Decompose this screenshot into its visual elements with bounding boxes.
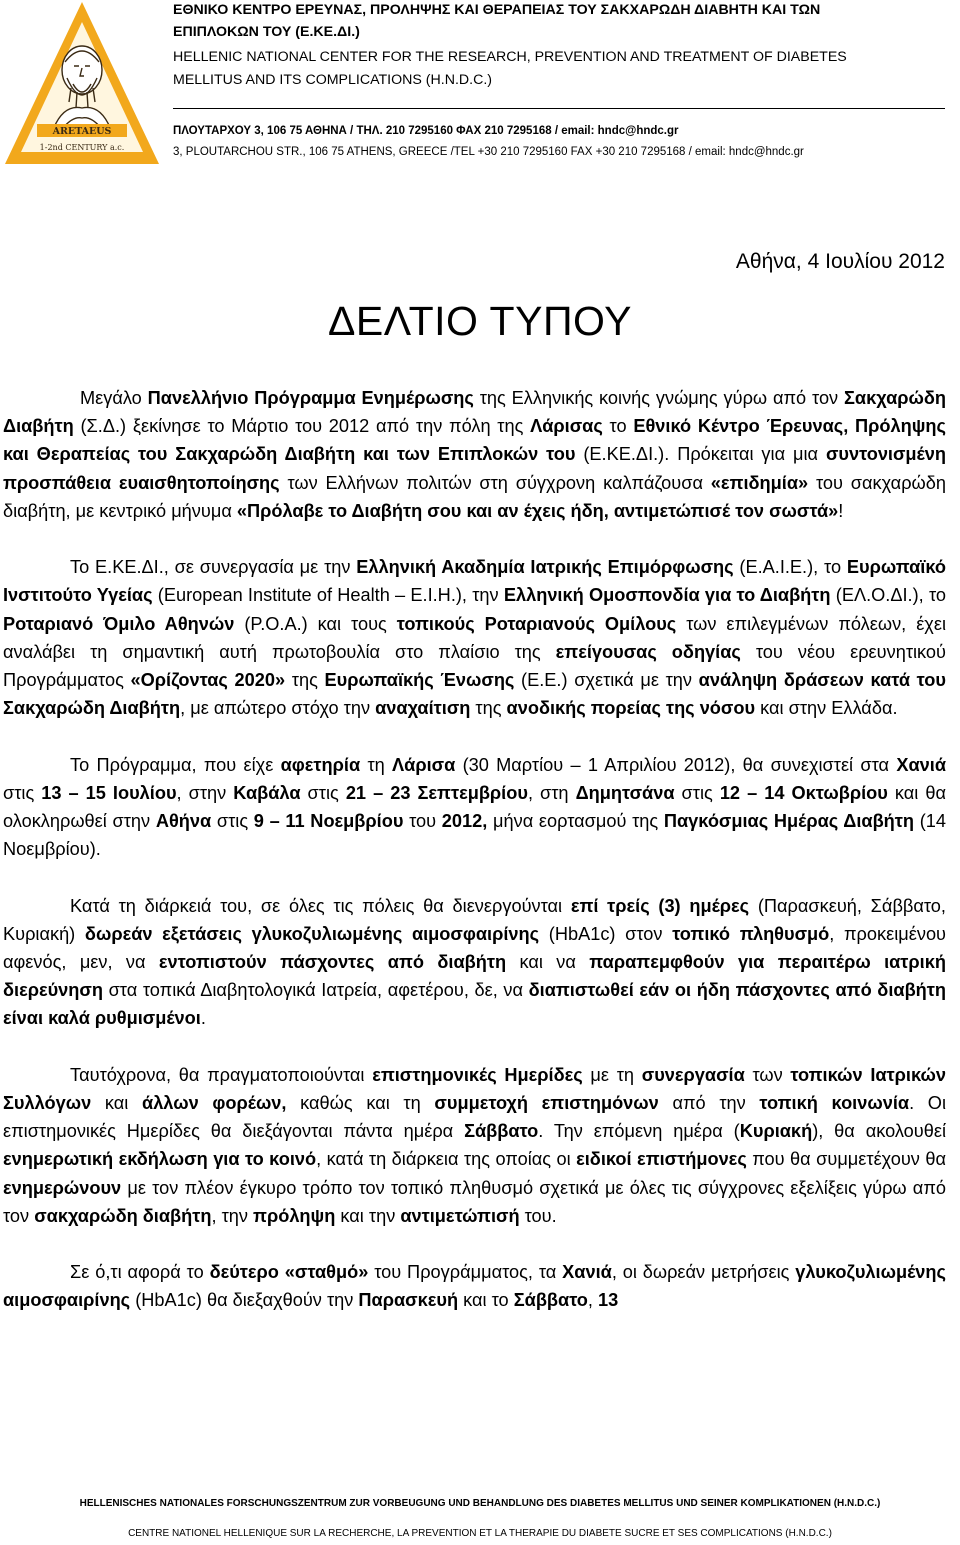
text: και στην Ελλάδα. [755, 698, 898, 719]
text: του. [519, 1205, 557, 1226]
logo-name: ARETAEUS [52, 126, 112, 137]
text: της [470, 698, 507, 719]
english-contact: 3, PLOUTARCHOU STR., 106 75 ATHENS, GREECE /TEL +30 210 7295160 FAX +30 210 7295168 / email: hndc@hndc.gr [173, 146, 804, 158]
text: ! [838, 500, 844, 521]
text: (Ε.ΚΕ.ΔΙ.). Πρόκειται για μια [575, 444, 826, 465]
text: , στην [176, 782, 234, 803]
logo-century: 1-2nd CENTURY a.c. [39, 143, 125, 152]
text: (Παρασκευή, Σάββατο, Κυριακή) [3, 895, 946, 944]
bold-text: δωρεάν εξετάσεις γλυκοζυλιωμένης αιμοσφαιρίνης [84, 923, 540, 944]
text: , κατά τη διάρκεια της οποίας οι [316, 1149, 577, 1170]
text: το [602, 416, 634, 437]
page-title: ΔΕΛΤΙΟ ΤΥΠΟΥ [328, 298, 632, 344]
text: της Ελληνικής κοινής γνώμης γύρω από τον [473, 388, 845, 408]
text: (HbA1c) θα διεξαχθούν την [130, 1290, 359, 1311]
bold-text: Λάρισας [530, 416, 603, 437]
paragraph [3, 1061, 946, 1230]
bold-text: τοπικούς Ροταριανούς Ομίλους [396, 613, 677, 634]
text: (European Institute of Health – E.I.H.), την [152, 585, 504, 606]
text: (ΕΛ.Ο.ΔΙ.), το [830, 585, 946, 606]
text: και θα ολοκληρωθεί στην [3, 782, 946, 832]
bold-text: 12 – 14 Οκτωβρίου [719, 782, 888, 803]
text: Μεγάλο [80, 388, 148, 408]
bold-text: Σάββατο [513, 1290, 588, 1311]
bold-text: Κυριακή [739, 1121, 813, 1142]
text: (14 Νοεμβρίου). [3, 811, 946, 860]
text: . Την επόμενη ημέρα ( [538, 1121, 740, 1142]
text: (Σ.Δ.) ξεκίνησε το Μάρτιο του 2012 από την πόλη της [73, 416, 531, 437]
text: ), θα ακολουθεί [812, 1121, 946, 1142]
aretaeus-logo [3, 0, 161, 166]
text: των [744, 1064, 791, 1085]
text: των επιλεγμένων πόλεων, έχει αναλάβει τη σημαντική αυτή πρωτοβουλία στο πλαίσιο της [3, 613, 947, 662]
text: . Οι επιστημονικές Ημερίδες θα διεξάγονται πάντα ημέρα [3, 1093, 946, 1142]
bold-text: Χανιά [896, 754, 947, 775]
text: (HbA1c) στον [539, 923, 673, 944]
bold-text: δεύτερο «σταθμό» [209, 1262, 369, 1283]
text: του [403, 811, 442, 832]
text: με τον πλέον έγκυρο τρόπο τον τοπικό πληθυσμό σχετικά με όλες τις σύγχρονες εξελίξεις γύρω από τον [3, 1177, 946, 1226]
bold-text: Ευρωπαϊκής Ένωσης [324, 670, 515, 691]
text: Ταυτόχρονα, θα πραγματοποιούνται [70, 1064, 373, 1085]
bold-text: επείγουσας οδηγίας [555, 641, 741, 662]
bold-text: 2012, [441, 811, 488, 832]
bold-text: «επιδημία» [710, 472, 809, 493]
text: τη [360, 754, 393, 775]
text: , στη [527, 782, 576, 803]
text: από την [658, 1093, 760, 1114]
english-name-line2: MELLITUS AND ITS COMPLICATIONS (H.N.D.C.) [173, 72, 492, 88]
text: του νέου ερευνητικού Προγράμματος [3, 641, 946, 691]
bold-text: αντιμετώπισή [400, 1205, 520, 1226]
paragraph [3, 892, 946, 1033]
bold-text: συντονισμένη προσπάθεια ευαισθητοποίησης [3, 444, 946, 493]
header-rule [173, 108, 945, 109]
text: Σε ό,τι αφορά το [70, 1262, 210, 1283]
bold-text: ανοδικής πορείας της νόσου [506, 698, 756, 719]
text: στις [300, 782, 346, 803]
bold-text: αναχαίτιση [375, 698, 471, 719]
text: και την [335, 1205, 401, 1226]
bold-text: τοπική κοινωνία [759, 1093, 910, 1114]
text: που θα συμμετέχουν θα [746, 1149, 946, 1170]
greek-name-line1: ΕΘΝΙΚΟ ΚΕΝΤΡΟ ΕΡΕΥΝΑΣ, ΠΡΟΛΗΨΗΣ ΚΑΙ ΘΕΡΑΠΕΙΑΣ ΤΟΥ ΣΑΚΧΑΡΩΔΗ ΔΙΑΒΗΤΗ ΚΑΙ ΤΩΝ [173, 2, 821, 18]
greek-name-line2: ΕΠΙΠΛΟΚΩΝ ΤΟΥ (Ε.ΚΕ.ΔΙ.) [173, 24, 360, 40]
bold-text: τοπικό πληθυσμό [672, 923, 830, 944]
greek-contact: ΠΛΟΥΤΑΡΧΟΥ 3, 106 75 ΑΘΗΝΑ / ΤΗΛ. 210 7295160 ΦΑΧ 210 7295168 / email: hndc@hndc.gr [173, 125, 679, 137]
text: στις [674, 782, 720, 803]
text: του Προγράμματος, τα [368, 1262, 563, 1283]
text: μήνα εορτασμού της [487, 811, 664, 832]
paragraph [3, 553, 946, 722]
text: καθώς και τη [286, 1093, 435, 1114]
text: Το Ε.ΚΕ.ΔΙ., σε συνεργασία με την [70, 557, 357, 578]
text: (30 Μαρτίου – 1 Απριλίου 2012), θα συνεχιστεί στα [455, 754, 897, 775]
press-release-body [3, 384, 946, 1343]
text: . [200, 1008, 206, 1029]
text: (Ε.Α.Ι.Ε.), το [733, 557, 847, 578]
paragraph [3, 1258, 946, 1314]
bold-text: 21 – 23 Σεπτεμβρίου [345, 782, 528, 803]
bold-text: διαπιστωθεί εάν οι ήδη πάσχοντες από διαβήτη είναι καλά ρυθμισμένοι [3, 980, 947, 1029]
bold-text: Παρασκευή [358, 1290, 459, 1311]
text: , [587, 1290, 599, 1311]
text: και [91, 1093, 143, 1114]
bold-text: 13 – 15 Ιουλίου [41, 782, 177, 803]
bold-text: Ελληνική Ομοσπονδία για το Διαβήτη [503, 585, 831, 606]
bold-text: Πανελλήνιο Πρόγραμμα Ενημέρωσης [147, 388, 474, 408]
english-name-line1: HELLENIC NATIONAL CENTER FOR THE RESEARCH, PREVENTION AND TREATMENT OF DIABETES [173, 49, 847, 65]
text: με τη [582, 1064, 642, 1085]
bold-text: επιστημονικές Ημερίδες [372, 1064, 583, 1085]
footer-german: HELLENISCHES NATIONALES FORSCHUNGSZENTRUM ZUR VORBEUGUNG UND BEHANDLUNG DES DIABETES MELLITUS UND SEINER KOMPLIKATIONEN (H.N.D.C.) [79, 1498, 881, 1509]
text: στα τοπικά Διαβητολογικά Ιατρεία, αφετέρου, δε, να [102, 980, 529, 1001]
bold-text: Ελληνική Ακαδημία Ιατρικής Επιμόρφωσης [356, 557, 734, 578]
paragraph [3, 751, 946, 864]
bold-text: Ροταριανό Όμιλο Αθηνών [3, 613, 235, 634]
bold-text: ειδικοί επιστήμονες [576, 1149, 747, 1170]
bold-text: συμμετοχή επιστημόνων [434, 1093, 659, 1114]
text: (Ρ.Ο.Α.) και τους [234, 613, 397, 634]
text: και να [506, 952, 590, 973]
text: της [285, 670, 325, 691]
bold-text: σακχαρώδη διαβήτη [34, 1205, 212, 1226]
bold-text: άλλων φορέων, [142, 1093, 287, 1114]
bold-text: Εθνικό Κέντρο Έρευνας, Πρόληψης και Θεραπείας του Σακχαρώδη Διαβήτη και των Επιπλοκών του [3, 416, 946, 465]
bold-text: «Ορίζοντας 2020» [130, 670, 286, 691]
bold-text: Λάρισα [392, 754, 456, 775]
text: στις [3, 782, 42, 803]
bold-text: παραπεμφθούν για περαιτέρω ιατρική διερεύνηση [3, 952, 946, 1001]
bold-text: 13 [598, 1290, 619, 1311]
bold-text: 9 – 11 Νοεμβρίου [253, 811, 404, 832]
text: , οι δωρεάν μετρήσεις [611, 1262, 796, 1283]
bold-text: επί τρείς (3) ημέρες [570, 895, 750, 916]
text: του σακχαρώδη διαβήτη, με κεντρικό μήνυμα [3, 472, 946, 521]
bold-text: ενημερωτική εκδήλωση για το κοινό [3, 1149, 317, 1170]
press-release-date: Αθήνα, 4 Ιουλίου 2012 [735, 250, 945, 273]
bold-text: «Πρόλαβε το Διαβήτη σου και αν έχεις ήδη, αντιμετώπισέ τον σωστά» [236, 500, 839, 521]
bold-text: Αθήνα [155, 811, 212, 832]
bold-text: αφετηρία [280, 754, 361, 775]
bold-text: εντοπιστούν πάσχοντες από διαβήτη [158, 952, 507, 973]
bold-text: Ευρωπαϊκό Ινστιτούτο Υγείας [3, 557, 946, 606]
text: Κατά τη διάρκειά του, σε όλες τις πόλεις θα διενεργούνται [70, 895, 571, 916]
bold-text: ενημερώνουν [3, 1177, 122, 1198]
bold-text: ανάληψη δράσεων κατά του Σακχαρώδη Διαβήτη [3, 670, 946, 719]
text: , με απώτερο στόχο την [180, 698, 376, 719]
bold-text: γλυκοζυλιωμένης αιμοσφαιρίνης [3, 1262, 946, 1311]
bold-text: πρόληψη [253, 1205, 336, 1226]
bold-text: Σάββατο [464, 1121, 539, 1142]
footer-french: CENTRE NATIONEL HELLENIQUE SUR LA RECHERCHE, LA PREVENTION ET LA THERAPIE DU DIABETE SUCRE ET SES COMPLICATIONS (H.N.D.C.) [128, 1528, 832, 1539]
text: και το [458, 1290, 514, 1311]
bold-text: Καβάλα [233, 782, 301, 803]
text: , την [211, 1205, 254, 1226]
bold-text: τοπικών Ιατρικών Συλλόγων [3, 1064, 946, 1114]
paragraph [3, 384, 946, 525]
bold-text: Παγκόσμιας Ημέρας Διαβήτη [663, 811, 915, 832]
bold-text: συνεργασία [641, 1064, 745, 1085]
text: στις [211, 811, 254, 832]
bold-text: Χανιά [562, 1262, 612, 1283]
bold-text: Σακχαρώδη Διαβήτη [3, 388, 947, 437]
text: , προκειμένου αφενός, μεν, να [3, 923, 947, 973]
text: Το Πρόγραμμα, που είχε [70, 754, 281, 775]
text: των Ελλήνων πολιτών στη σύγχρονη καλπάζουσα [279, 472, 711, 493]
bold-text: Δημητσάνα [575, 782, 675, 803]
text: (Ε.Ε.) σχετικά με την [514, 670, 699, 691]
